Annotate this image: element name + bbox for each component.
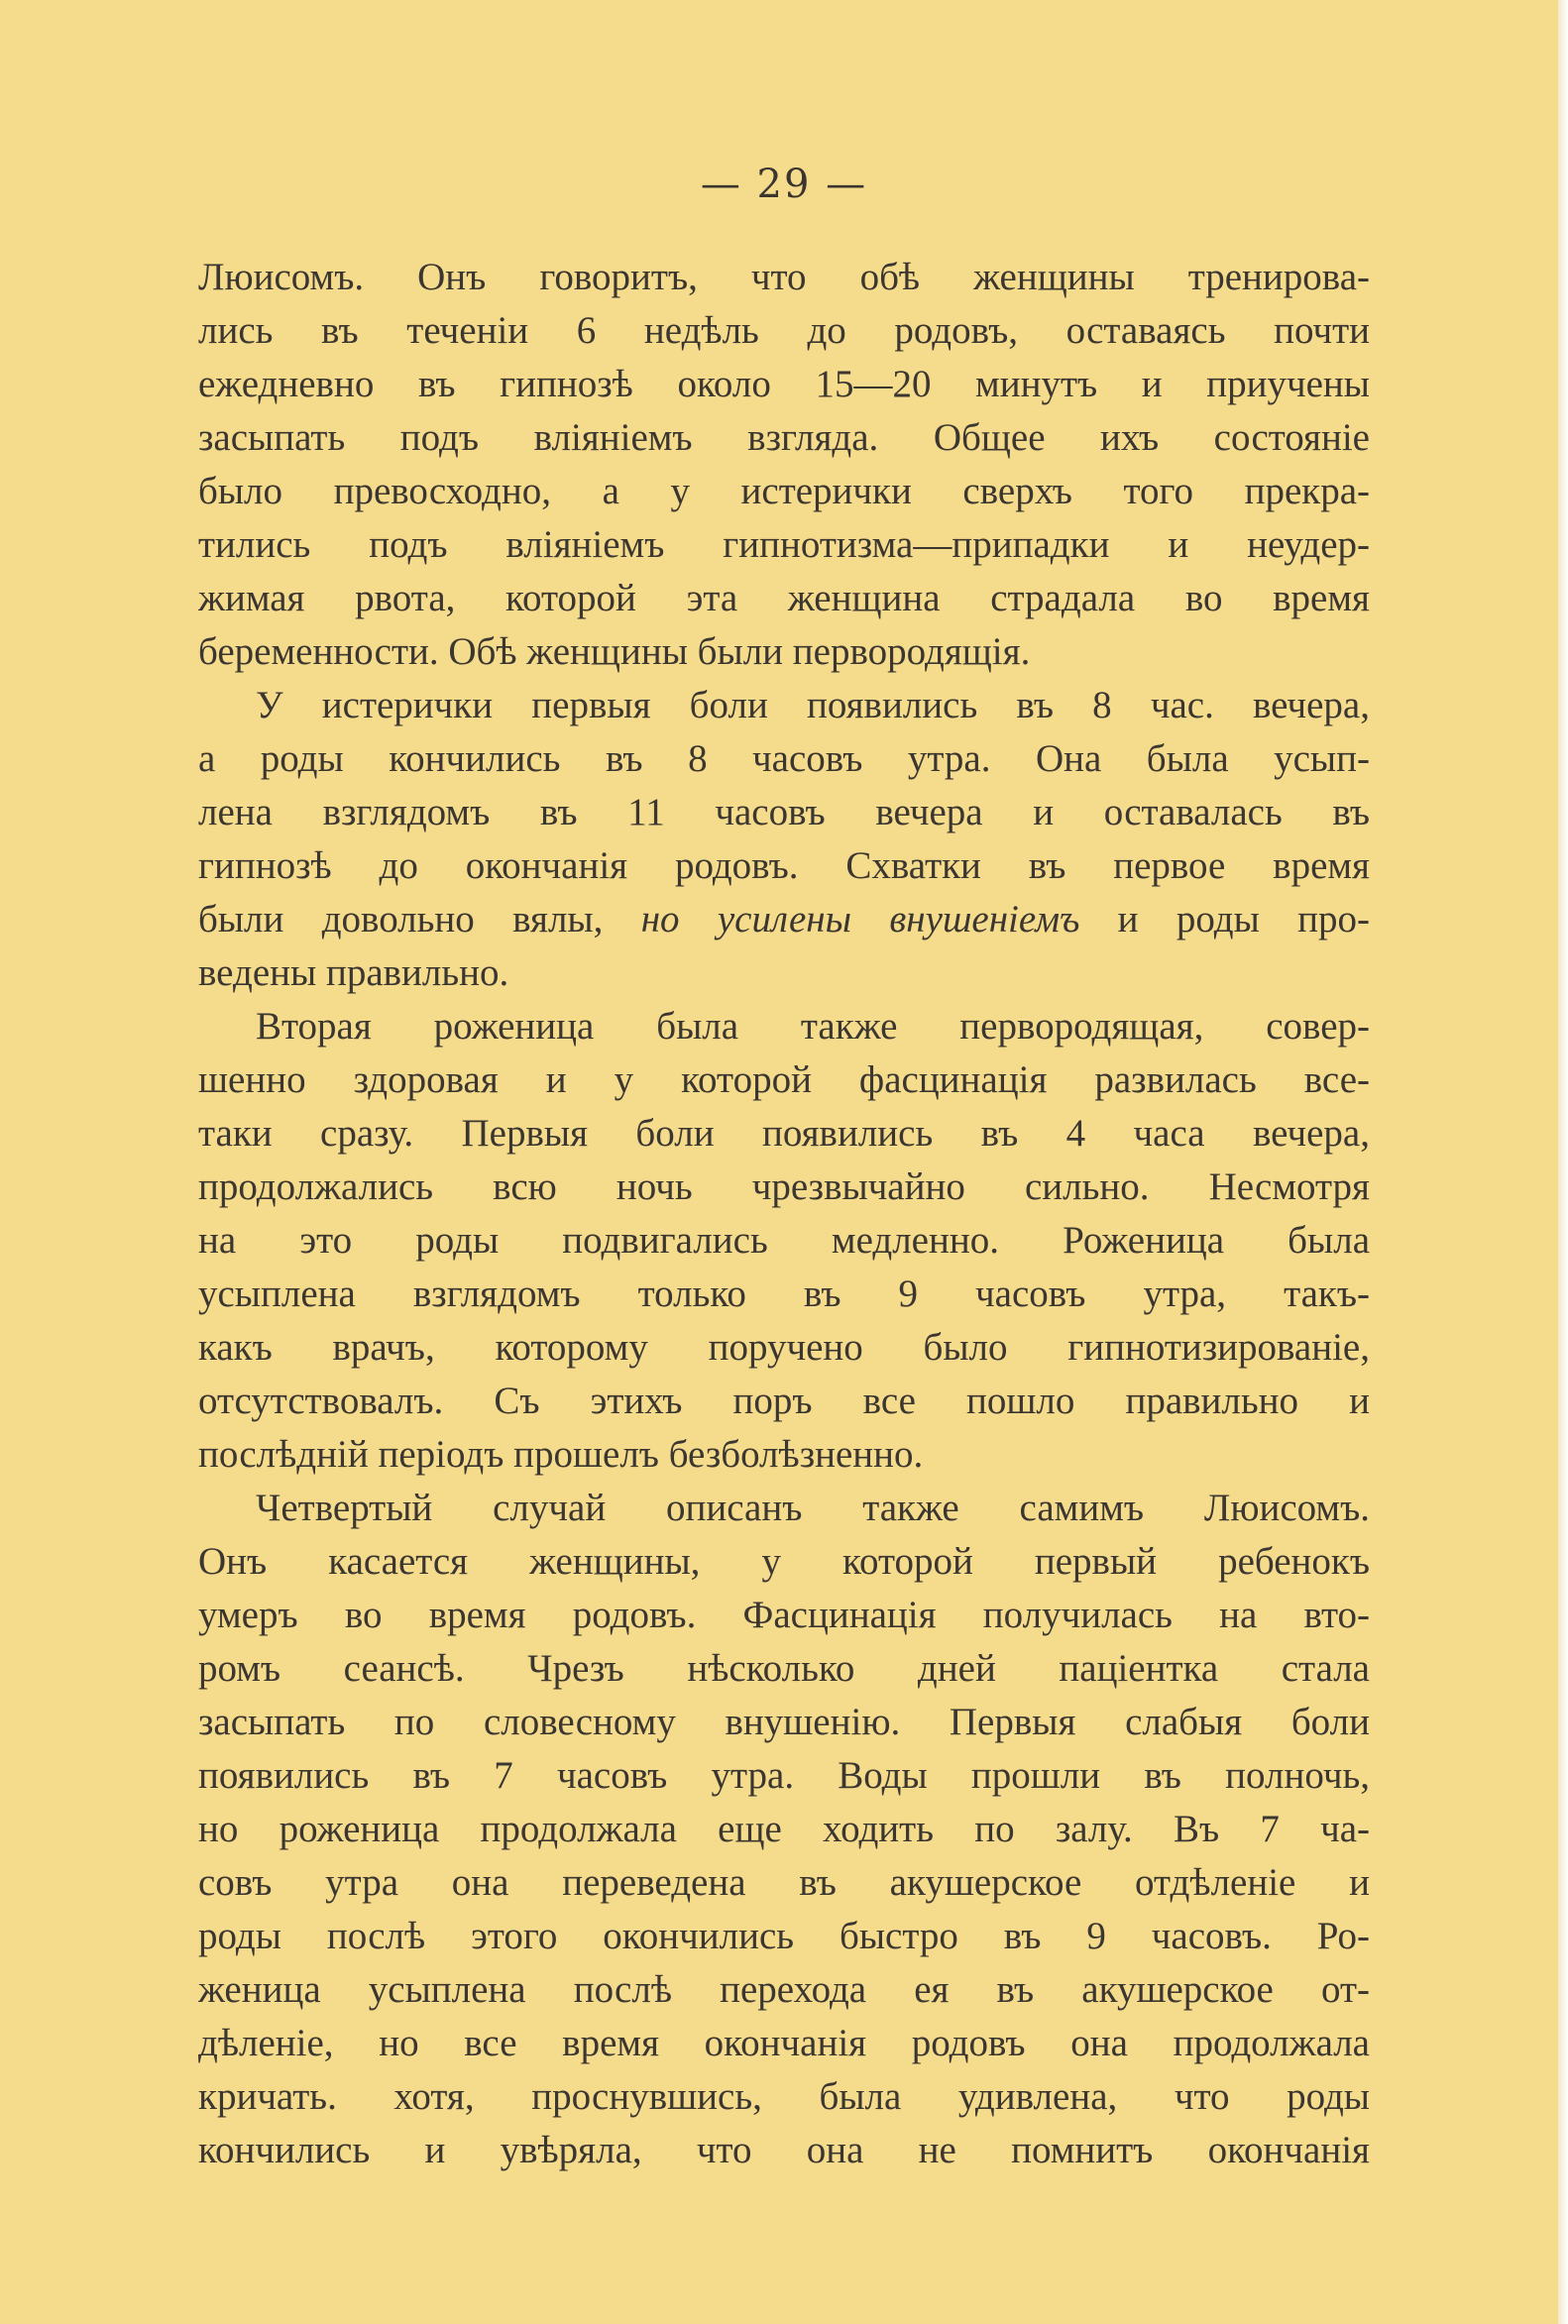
text-line: ромъ сеансѣ. Чрезъ нѣсколько дней паціентка стала — [198, 1647, 1370, 1690]
text-line: кончились и увѣряла, что она не помнитъ окончанія — [198, 2129, 1370, 2171]
text-line: ведены правильно. — [198, 951, 509, 994]
text-line: шенно здоровая и у которой фасцинація развилась все- — [198, 1058, 1370, 1101]
text-line: а роды кончились въ 8 часовъ утра. Она была усып- — [198, 737, 1370, 780]
text-line: на это роды подвигались медленно. Роженица была — [198, 1219, 1370, 1262]
text-run: и роды про- — [1079, 898, 1370, 941]
page-edge — [1558, 0, 1568, 2324]
text-line: гипнозѣ до окончанія родовъ. Схватки въ первое время — [198, 844, 1370, 887]
text-line-mixed — [198, 893, 1370, 946]
text-run: были довольно вялы, — [198, 898, 641, 941]
text-line: усыплена взглядомъ только въ 9 часовъ утра, такъ- — [198, 1273, 1370, 1315]
body-text — [198, 251, 1370, 2177]
text-line: лена взглядомъ въ 11 часовъ вечера и оставалась въ — [198, 791, 1370, 833]
text-line: Онъ касается женщины, у которой первый ребенокъ — [198, 1540, 1370, 1583]
italic-emphasis: но усилены внушеніемъ — [640, 898, 1080, 941]
text-line: продолжались всю ночь чрезвычайно сильно. Несмотря — [198, 1165, 1370, 1208]
text-line: совъ утра она переведена въ акушерское отдѣленіе и — [198, 1861, 1370, 1904]
text-line: умеръ во время родовъ. Фасцинація получилась на вто- — [198, 1594, 1370, 1636]
text-line: беременности. Обѣ женщины были первородящія. — [198, 630, 1031, 673]
text-line: но роженица продолжала еще ходить по залу. Въ 7 ча- — [198, 1808, 1370, 1850]
page-number: — 29 — — [700, 162, 868, 207]
text-line: засыпать по словесному внушенію. Первыя слабыя боли — [198, 1701, 1370, 1743]
text-line: ежедневно въ гипнозѣ около 15—20 минутъ и приучены — [198, 363, 1370, 405]
text-line: Люисомъ. Онъ говоритъ, что обѣ женщины тренирова- — [198, 256, 1370, 298]
text-line: тились подъ вліяніемъ гипнотизма—припадки и неудер- — [198, 523, 1370, 566]
text-line: какъ врачъ, которому поручено было гипнотизированіе, — [198, 1326, 1370, 1369]
text-line: засыпать подъ вліяніемъ взгляда. Общее ихъ состояніе — [198, 416, 1370, 459]
text-line: появились въ 7 часовъ утра. Воды прошли въ полночь, — [198, 1754, 1370, 1797]
text-line: У истерички первыя боли появились въ 8 час. вечера, — [256, 684, 1370, 726]
text-line: дѣленіе, но все время окончанія родовъ она продолжала — [198, 2022, 1370, 2064]
text-line: послѣдній періодъ прошелъ безболѣзненно. — [198, 1433, 924, 1476]
text-line: кричать. хотя, проснувшись, была удивлена, что роды — [198, 2075, 1370, 2118]
text-line: жимая рвота, которой эта женщина страдала во время — [198, 577, 1370, 619]
text-line: таки сразу. Первыя боли появились въ 4 часа вечера, — [198, 1112, 1370, 1155]
text-line: отсутствовалъ. Съ этихъ поръ все пошло правильно и — [198, 1380, 1370, 1422]
text-line: роды послѣ этого окончились быстро въ 9 часовъ. Ро- — [198, 1915, 1370, 1957]
text-line: лись въ теченіи 6 недѣль до родовъ, оставаясь почти — [198, 309, 1370, 352]
text-line: Четвертый случай описанъ также самимъ Люисомъ. — [256, 1487, 1370, 1529]
text-line: было превосходно, а у истерички сверхъ того прекра- — [198, 470, 1370, 512]
text-line: женица усыплена послѣ перехода ея въ акушерское от- — [198, 1968, 1370, 2011]
text-line: Вторая роженица была также первородящая, совер- — [256, 1005, 1370, 1048]
